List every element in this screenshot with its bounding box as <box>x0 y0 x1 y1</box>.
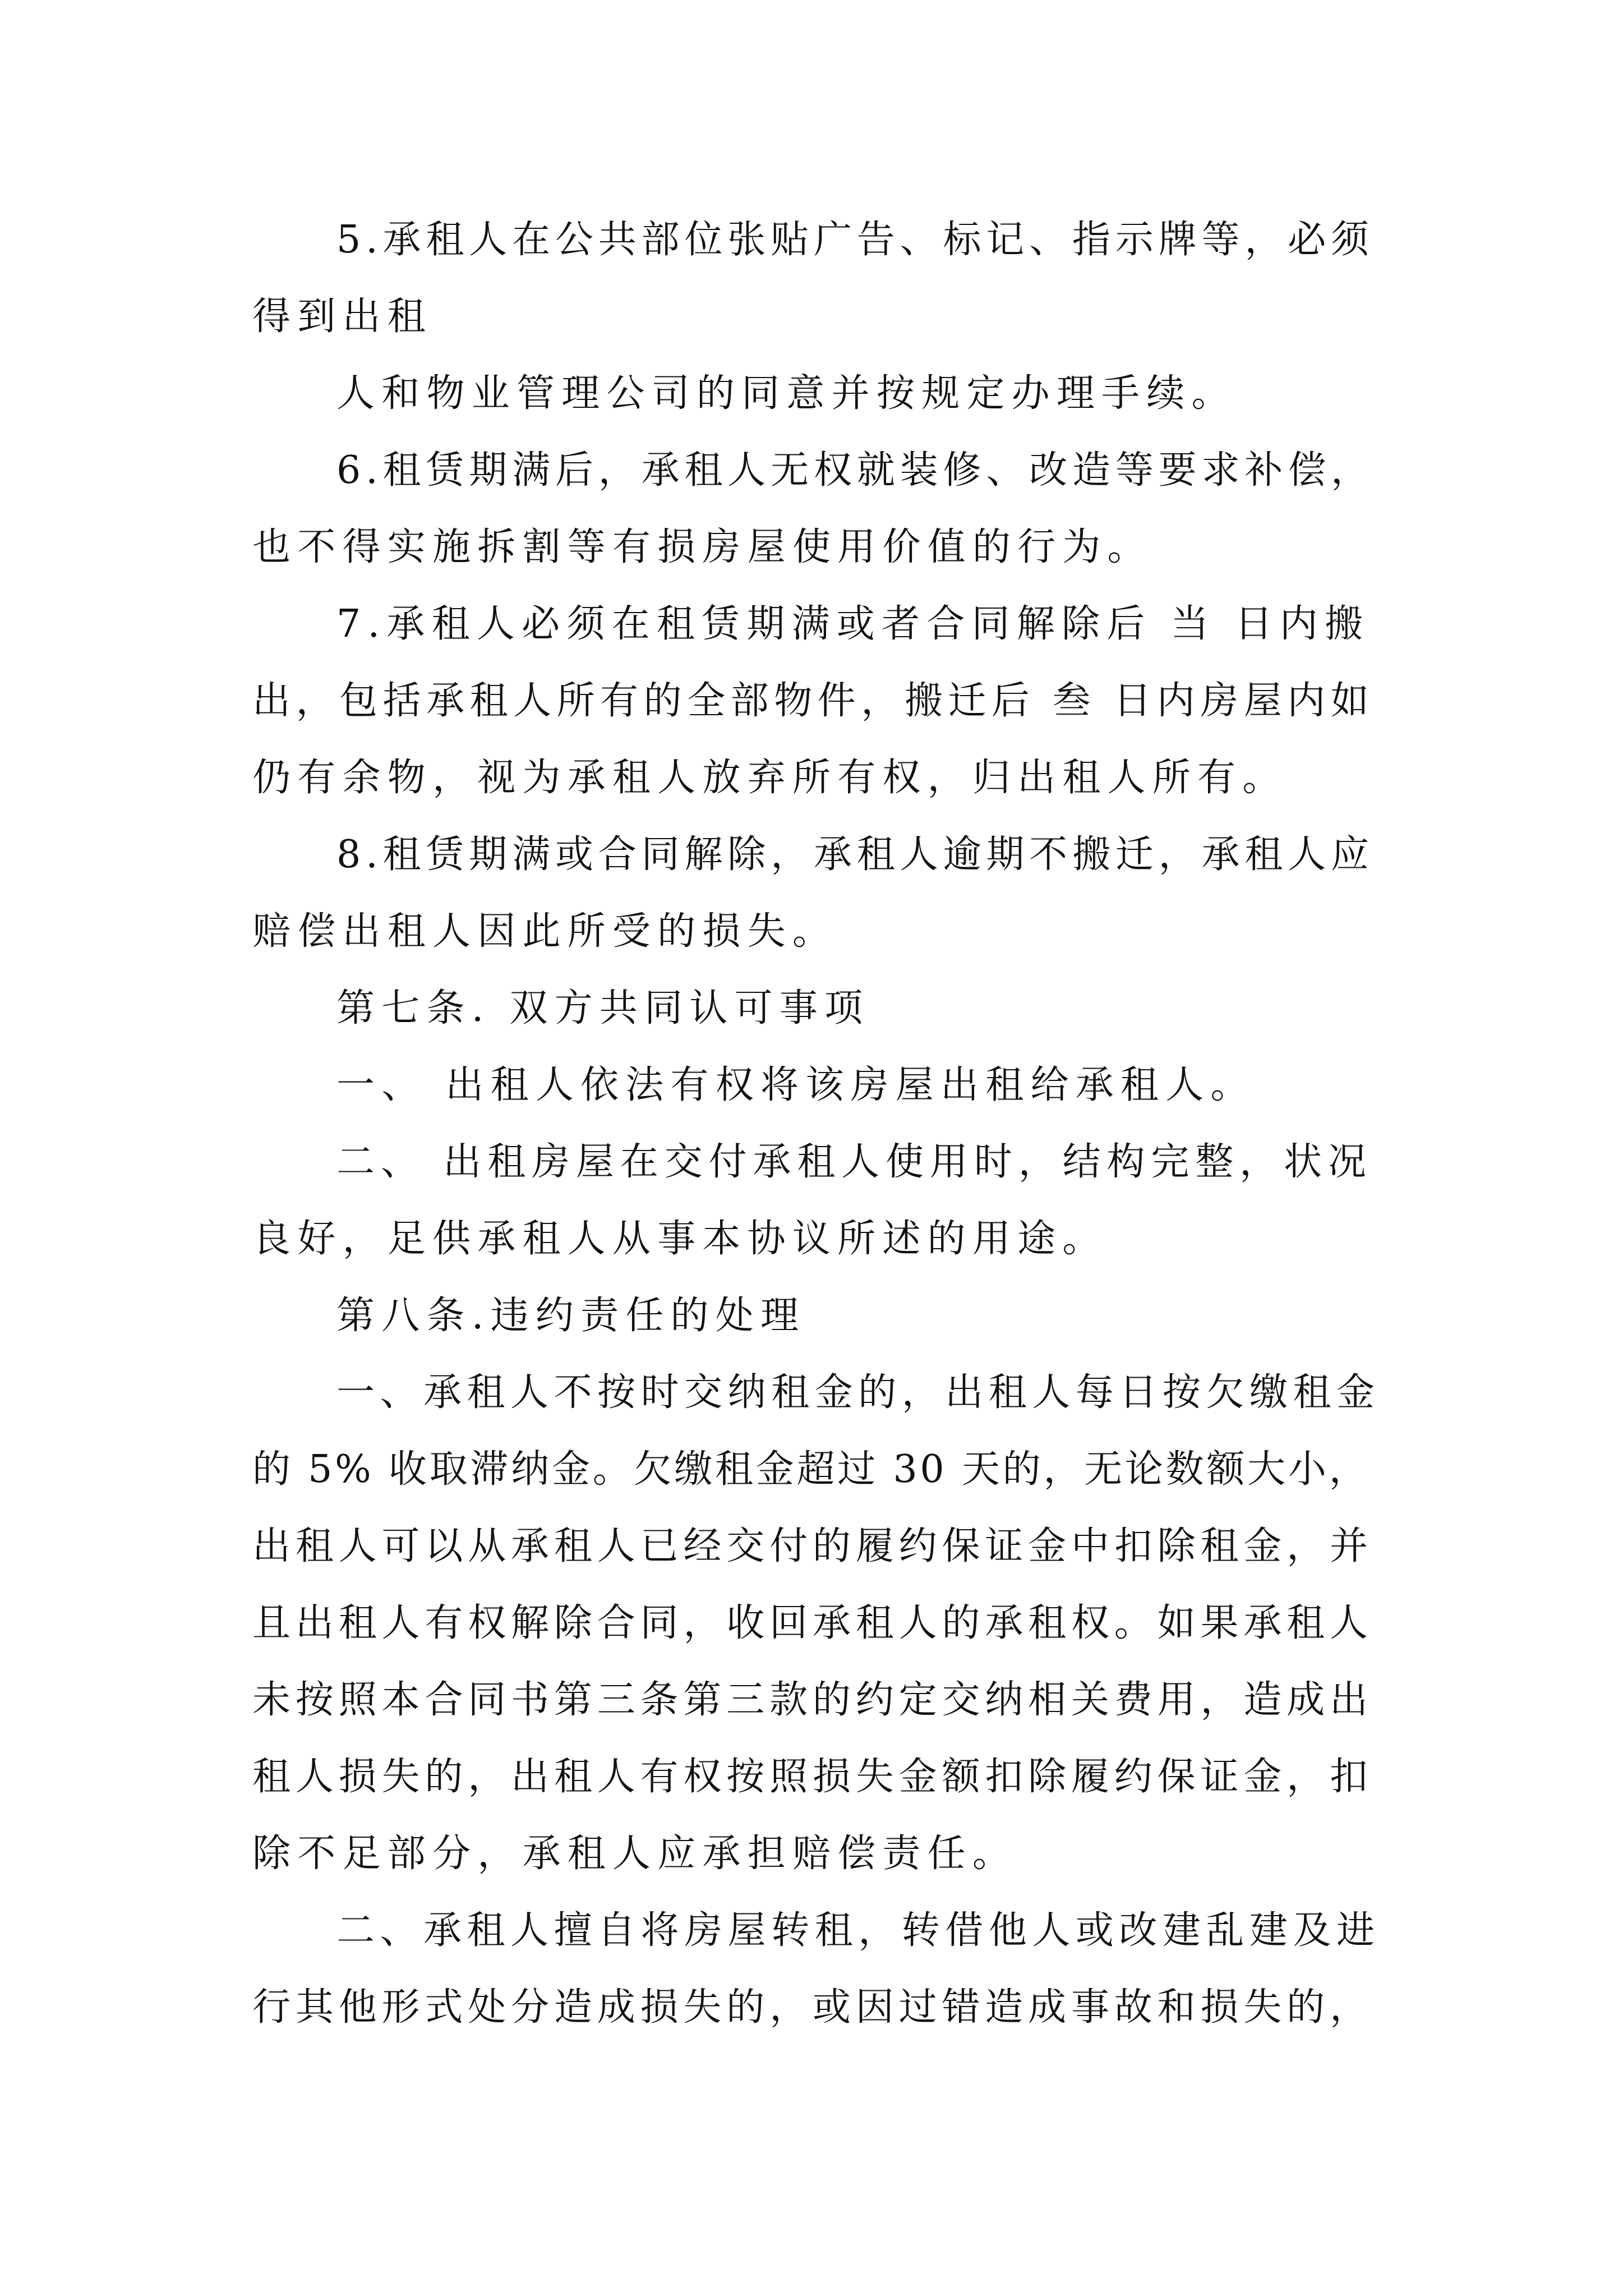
text-line: 出，包括承租人所有的全部物件，搬迁后 叁 日内房屋内如 <box>252 679 1375 723</box>
text-line: 得到出租 <box>252 295 432 339</box>
text-line: 租人损失的，出租人有权按照损失金额扣除履约保证金，扣 <box>252 1755 1373 1799</box>
text-line: 8.租赁期满或合同解除，承租人逾期不搬迁，承租人应 <box>336 832 1374 877</box>
text-line: 的 5% 收取滞纳金。欠缴租金超过 30 天的，无论数额大小， <box>252 1447 1370 1492</box>
text-line: 仍有余物，视为承租人放弃所有权，归出租人所有。 <box>252 756 1288 800</box>
text-line: 也不得实施拆割等有损房屋使用价值的行为。 <box>252 525 1152 569</box>
text-line: 未按照本合同书第三条第三款的约定交纳相关费用，造成出 <box>252 1678 1373 1722</box>
section-heading: 第七条. 双方共同认可事项 <box>336 986 870 1030</box>
text-line: 良好，足供承租人从事本协议所述的用途。 <box>252 1217 1108 1261</box>
text-line: 7.承租人必须在租赁期满或者合同解除后 当 日内搬 <box>336 602 1370 646</box>
section-heading: 第八条.违约责任的处理 <box>336 1294 806 1338</box>
text-line: 赔偿出租人因此所受的损失。 <box>252 909 838 954</box>
text-line: 一、承租人不按时交纳租金的，出租人每日按欠缴租金 <box>336 1370 1380 1415</box>
text-line: 且出租人有权解除合同，收回承租人的承租权。如果承租人 <box>252 1601 1373 1645</box>
text-line: 一、 出租人依法有权将该房屋出租给承租人。 <box>336 1063 1256 1107</box>
text-line: 二、 出租房屋在交付承租人使用时，结构完整，状况 <box>336 1140 1372 1184</box>
text-line: 人和物业管理公司的同意并按规定办理手续。 <box>336 371 1237 416</box>
text-line: 二、承租人擅自将房屋转租，转借他人或改建乱建及进 <box>336 1908 1380 1953</box>
text-line: 除不足部分，承租人应承担赔偿责任。 <box>252 1832 1018 1876</box>
text-line: 出租人可以从承租人已经交付的履约保证金中扣除租金，并 <box>252 1524 1373 1568</box>
text-line: 5.承租人在公共部位张贴广告、标记、指示牌等，必须 <box>336 218 1374 262</box>
text-line: 6.租赁期满后，承租人无权就装修、改造等要求补偿， <box>336 448 1374 493</box>
text-line: 行其他形式处分造成损失的，或因过错造成事故和损失的， <box>252 1985 1373 2030</box>
